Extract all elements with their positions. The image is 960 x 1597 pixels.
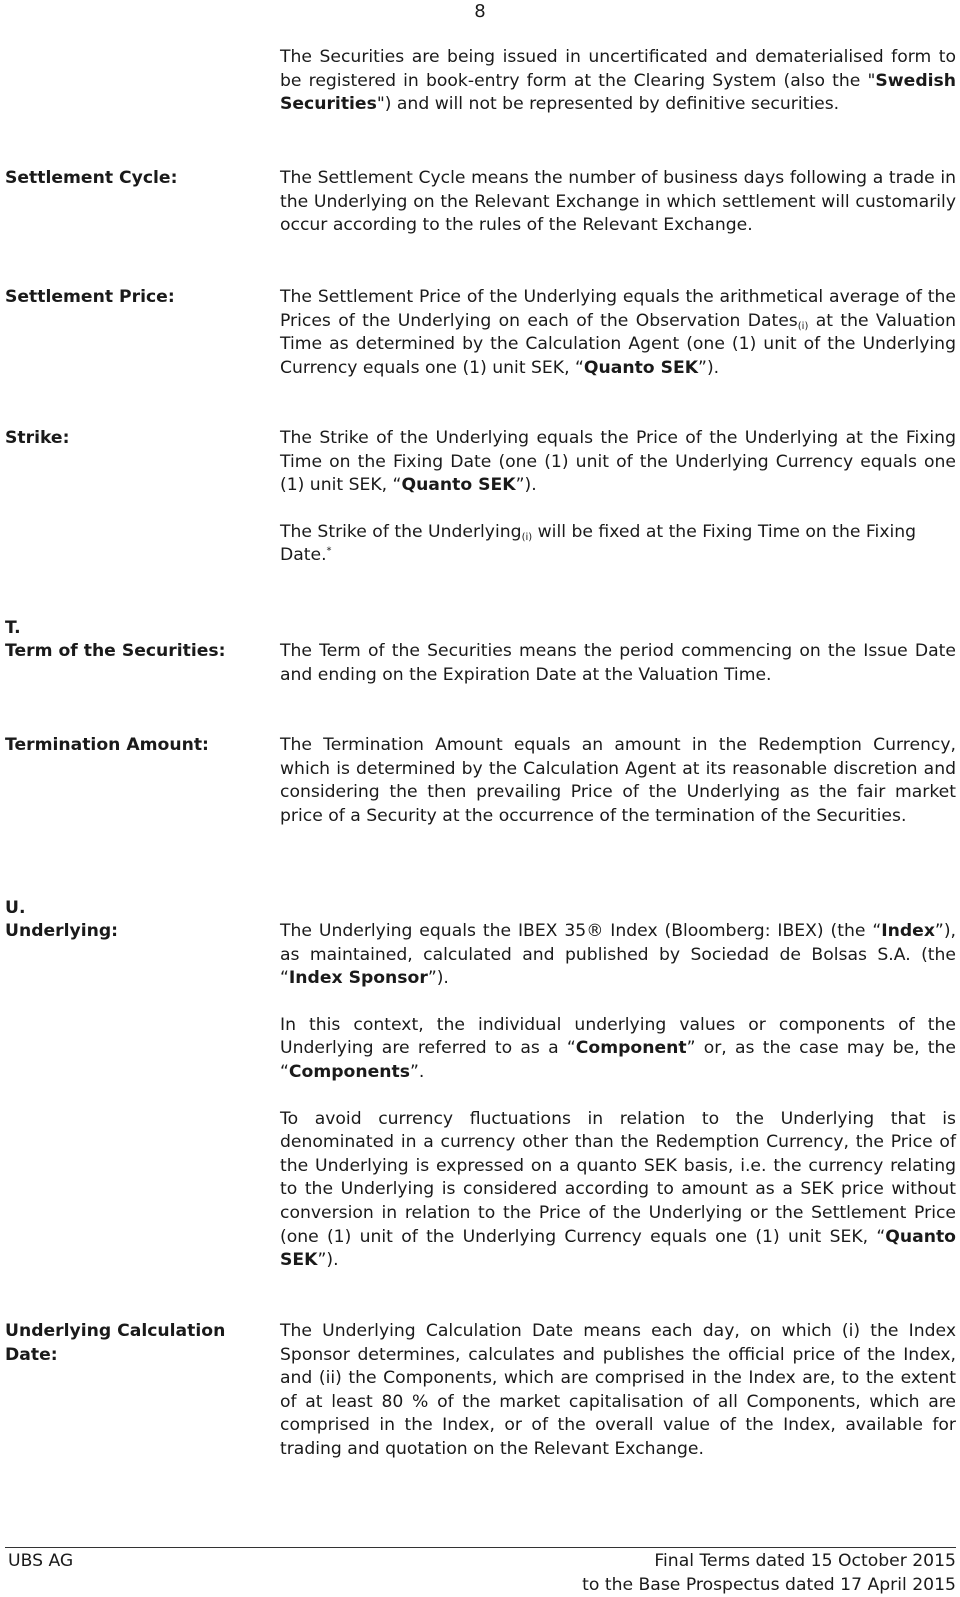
strike-part: The Strike of the Underlying	[280, 521, 522, 542]
defined-term: Index	[881, 921, 935, 941]
settlement-price-part: at the Valuation Time as determined by the Calculation Agent (one (1) unit of the Underlying Currency equals one (1) unit SEK, “	[280, 310, 956, 378]
settlement-cycle-paragraph: The Settlement Cycle means the number of business days following a trade in the Underlying on the Relevant Exchange in which settlement will customarily occur according to the rules of the Relevant Exchange.	[280, 168, 956, 236]
strike-part: ”).	[515, 475, 537, 496]
defined-term: Swedish Securities	[280, 70, 956, 115]
strike-text	[280, 427, 956, 568]
term-text	[280, 640, 956, 687]
underlying-part: ”).	[317, 1250, 339, 1271]
intro-text: The Securities are being issued in uncertificated and dematerialised form to be registered in book-entry form at the Clearing System (also the "	[280, 47, 956, 91]
settlement-price-part: ”).	[698, 357, 720, 378]
defined-term: Components	[288, 1061, 410, 1082]
underlying-part: ”.	[409, 1061, 425, 1082]
strike-label: Strike:	[5, 428, 70, 448]
page-number: 8	[474, 1, 486, 22]
intro-text-end: ") and will not be represented by definitive securities.	[376, 94, 840, 115]
underlying-part: ”).	[427, 968, 449, 989]
termination-paragraph: The Termination Amount equals an amount in the Redemption Currency, which is determined by the Calculation Agent at its reasonable discretion and considering the then prevailing Price of the Underlying as the fair market price of a Security at the occurrence of the termination of the Securities.	[280, 735, 956, 826]
termination-amount-label: Termination Amount:	[5, 735, 209, 755]
term-label: Term of the Securities:	[5, 641, 226, 661]
footer-final-terms-date: Final Terms dated 15 October 2015	[654, 1551, 956, 1571]
underlying-part: ”), as maintained, calculated and published by Sociedad de Bolsas S.A. (the “	[280, 921, 956, 989]
section-letter-u: U.	[5, 898, 26, 918]
section-letter-t: T.	[5, 618, 21, 638]
footnote-marker: *	[326, 545, 332, 557]
underlying-text	[280, 920, 956, 1273]
defined-term: Quanto SEK	[401, 475, 516, 496]
subscript-index: (i)	[797, 320, 809, 332]
underlying-calculation-date-label: Underlying Calculation Date:	[5, 1321, 226, 1365]
underlying-part: ” or, as the case may be, the “	[280, 1038, 956, 1082]
intro-paragraph	[280, 46, 956, 117]
term-paragraph: The Term of the Securities means the period commencing on the Issue Date and ending on the Expiration Date at the Valuation Time.	[280, 641, 956, 685]
termination-amount-text	[280, 734, 956, 828]
underlying-calculation-date-text	[280, 1320, 956, 1462]
footer-prospectus-date: to the Base Prospectus dated 17 April 2015	[582, 1574, 956, 1595]
footer-issuer: UBS AG	[8, 1551, 74, 1571]
footer-dates	[582, 1550, 956, 1597]
settlement-price-label: Settlement Price:	[5, 287, 175, 307]
strike-part: will be fixed at the Fixing Time on the Fixing Date.	[280, 521, 917, 566]
footer-divider	[5, 1547, 956, 1548]
underlying-label: Underlying:	[5, 921, 119, 941]
defined-term: Quanto SEK	[280, 1226, 956, 1271]
subscript-index: (i)	[521, 531, 533, 543]
settlement-price-text	[280, 286, 956, 380]
settlement-cycle-text	[280, 167, 956, 238]
underlying-calculation-date-paragraph: The Underlying Calculation Date means each day, on which (i) the Index Sponsor determines, calculates and publishes the official price of the Index, and (ii) the Components, which are comprised in the Index are, to the extent of at least 80 % of the market capitalisation of all Components, which are comprised in the Index, or of the overall value of the Index, available for trading and quotation on the Relevant Exchange.	[280, 1321, 956, 1459]
defined-term: Component	[575, 1038, 687, 1059]
underlying-part: The Underlying equals the IBEX 35® Index (Bloomberg: IBEX) (the “	[280, 921, 882, 941]
strike-part: The Strike of the Underlying equals the Price of the Underlying at the Fixing Time on the Fixing Date (one (1) unit of the Underlying Currency equals one (1) unit SEK, “	[280, 428, 956, 496]
underlying-part: In this context, the individual underlying values or components of the Underlying are referred to as a “	[280, 1014, 956, 1059]
defined-term: Index Sponsor	[288, 968, 428, 989]
underlying-part: To avoid currency fluctuations in relation to the Underlying that is denominated in a currency other than the Redemption Currency, the Price of the Underlying is expressed on a quanto SEK basis, i.e. the currency relating to the Underlying is considered according to amount as a SEK price without conversion in relation to the Price of the Underlying or the Settlement Price (one (1) unit of the Underlying Currency equals one (1) unit SEK, “	[280, 1108, 956, 1247]
defined-term: Quanto SEK	[583, 357, 699, 378]
settlement-price-part: The Settlement Price of the Underlying equals the arithmetical average of the Prices of the Underlying on each of the Observation Dates	[280, 287, 956, 331]
settlement-cycle-label: Settlement Cycle:	[5, 168, 178, 188]
